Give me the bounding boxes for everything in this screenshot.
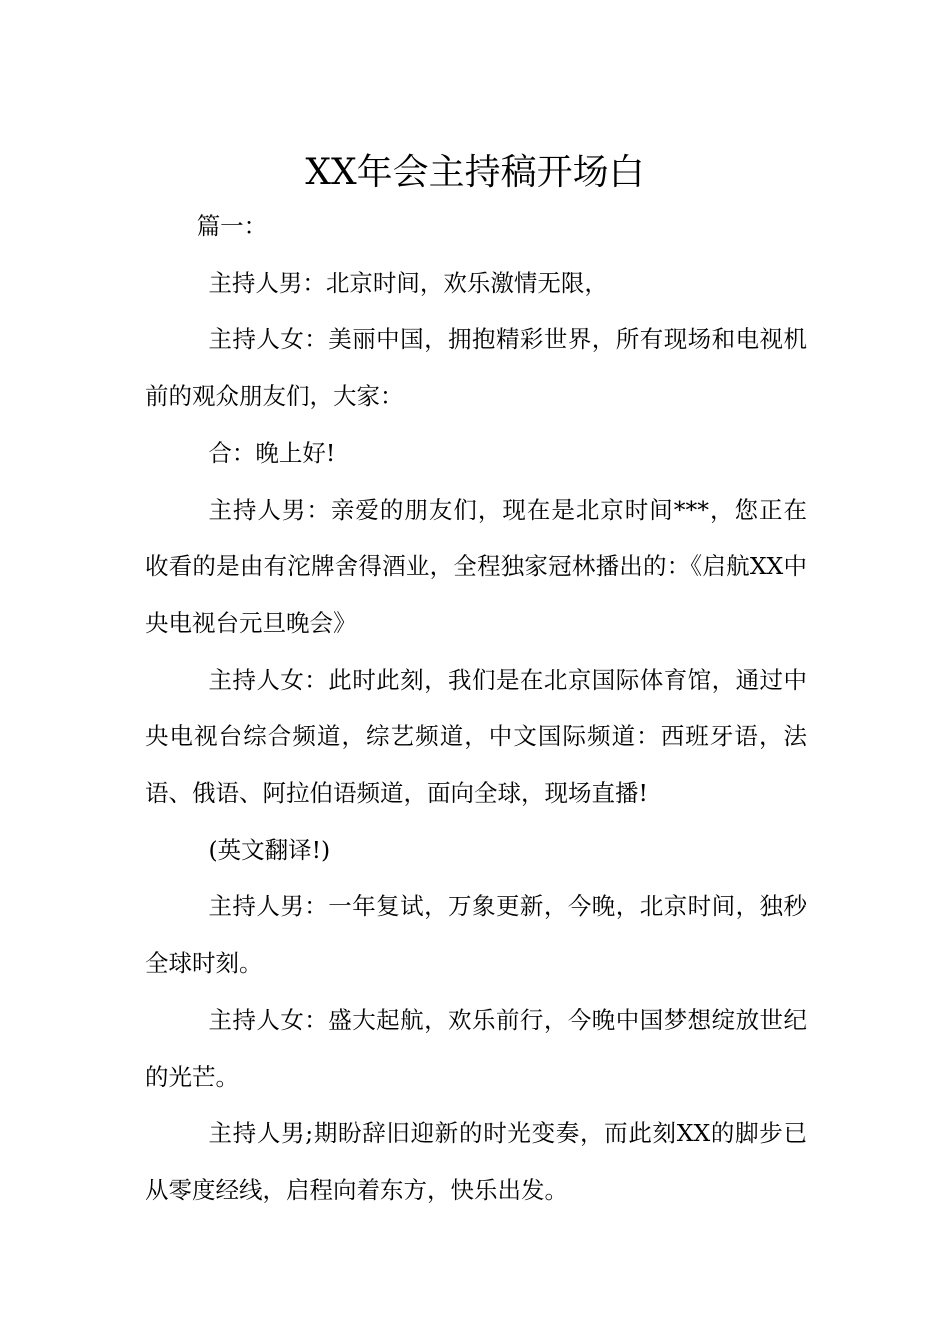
paragraph: 主持人男：北京时间，欢乐激情无限，: [208, 268, 608, 297]
paragraph: 主持人男：亲爱的朋友们，现在是北京时间***，您正在收看的是由有沱牌舍得酒业，全程独家冠林播出的：《启航XX中央电视台元旦晚会》: [145, 495, 807, 637]
document-body: [145, 198, 807, 1219]
paragraph: 主持人女：美丽中国，拥抱精彩世界，所有现场和电视机前的观众朋友们，大家：: [145, 325, 807, 411]
paragraph: 主持人男：一年复试，万象更新，今晚，北京时间，独秒全球时刻。: [145, 892, 807, 978]
paragraph: 主持人男;期盼辞旧迎新的时光变奏，而此刻XX的脚步已从零度经线，启程向着东方，快乐出发。: [145, 1119, 807, 1204]
paragraph: (英文翻译!): [208, 835, 331, 864]
paragraph: 主持人女：此时此刻，我们是在北京国际体育馆，通过中央电视台综合频道，综艺频道，中文国际频道：西班牙语，法语、俄语、阿拉伯语频道，面向全球，现场直播!: [145, 665, 807, 808]
paragraph: 合：晚上好!: [208, 438, 336, 467]
document-title: XX年会主持稿开场白: [305, 152, 645, 194]
section-heading: 篇一：: [196, 212, 268, 240]
paragraph: 主持人女：盛大起航，欢乐前行，今晚中国梦想绽放世纪的光芒。: [145, 1005, 807, 1091]
